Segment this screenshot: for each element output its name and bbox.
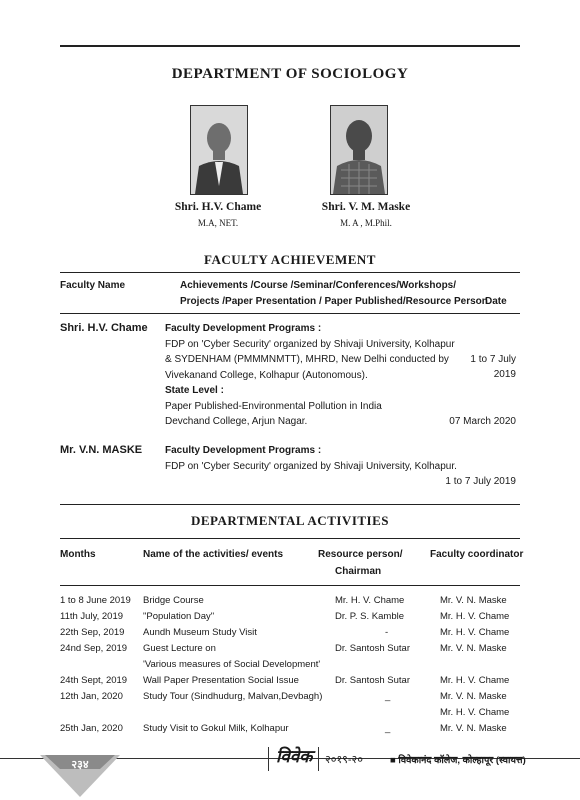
activity-coordinator: Mr. V. N. Maske — [440, 691, 507, 702]
table-row — [0, 643, 580, 659]
table-row — [0, 675, 580, 691]
fdp-heading: Faculty Development Programs : — [165, 323, 322, 334]
activity-resource: _ — [385, 691, 391, 702]
activity-coordinator: Mr. V. N. Maske — [440, 723, 507, 734]
table-rule — [60, 504, 520, 505]
activity-coordinator: Mr. V. N. Maske — [440, 643, 507, 654]
section-heading: DEPARTMENTAL ACTIVITIES — [190, 513, 390, 528]
magazine-logo: विवेक — [276, 747, 313, 766]
person-degree: M.A, NET. — [197, 218, 239, 228]
activity-event: Aundh Museum Study Visit — [143, 627, 257, 638]
state-line: Devchand College, Arjun Nagar. — [165, 416, 308, 427]
activity-month: 24th Sept, 2019 — [60, 675, 128, 686]
footer-year: २०१९-२० — [325, 754, 363, 766]
activity-coordinator: Mr. H. V. Chame — [440, 611, 510, 622]
photo-chame — [190, 105, 248, 195]
achievement-block — [165, 443, 485, 474]
section-heading: FACULTY ACHIEVEMENT — [204, 252, 376, 267]
table-rule — [60, 585, 520, 586]
footer-divider — [268, 747, 269, 771]
activity-resource: Dr. Santosh Sutar — [335, 675, 410, 686]
activity-resource: _ — [385, 723, 391, 734]
activity-month: 11th July, 2019 — [60, 611, 124, 622]
achievement-date: 2019 — [493, 369, 516, 380]
activity-month: 25th Jan, 2020 — [60, 723, 123, 734]
table-row — [0, 659, 580, 675]
photo-maske — [330, 105, 388, 195]
person-name: Shri. V. M. Maske — [321, 201, 411, 213]
activity-resource: - — [385, 627, 389, 638]
fdp-line: & SYDENHAM (PMMMNMTT), MHRD, New Delhi conducted by — [165, 354, 449, 365]
achievement-date: 1 to 7 July — [470, 354, 516, 365]
page-number: २३४ — [71, 759, 89, 771]
activity-event: Study Visit to Gokul Milk, Kolhapur — [143, 723, 289, 734]
activity-month: 22th Sep, 2019 — [60, 627, 125, 638]
fdp-line: FDP on 'Cyber Security' organized by Shivaji University, Kolhapur. — [165, 460, 457, 472]
table-rule — [60, 538, 520, 539]
fdp-line: FDP on 'Cyber Security' organized by Shivaji University, Kolhapur — [165, 338, 455, 350]
activity-coordinator: Mr. H. V. Chame — [440, 627, 510, 638]
col-header-faculty: Faculty Name — [60, 280, 126, 291]
achievement-date: 1 to 7 July 2019 — [445, 476, 516, 487]
activity-resource: Dr. Santosh Sutar — [335, 643, 410, 654]
fdp-line: Vivekanand College, Kolhapur (Autonomous). — [165, 369, 368, 381]
page-title: DEPARTMENT OF SOCIOLOGY — [171, 66, 409, 82]
activity-event: "Population Day" — [143, 611, 215, 622]
faculty-name: Mr. V.N. MASKE — [60, 444, 143, 456]
col-header-achievements: Projects /Paper Presentation / Paper Published/Resource Person — [180, 296, 488, 307]
footer-college: ■ विवेकानंद कॉलेज, कोल्हापूर (स्वायत्त) — [390, 755, 526, 766]
col-header-achievements: Achievements /Course /Seminar/Conferences/Workshops/ — [180, 280, 457, 291]
activity-coordinator: Mr. H. V. Chame — [440, 675, 510, 686]
state-line: Paper Published-Environmental Pollution in India — [165, 400, 382, 412]
footer-divider — [318, 747, 319, 771]
col-header-resource: Chairman — [335, 566, 382, 577]
col-header-date: Date — [485, 296, 507, 307]
activity-month: 12th Jan, 2020 — [60, 691, 123, 702]
activity-coordinator: Mr. H. V. Chame — [440, 707, 510, 718]
col-header-coordinator: Faculty coordinator — [430, 549, 524, 560]
table-rule — [60, 272, 520, 273]
achievement-date: 07 March 2020 — [449, 416, 516, 427]
table-row — [0, 627, 580, 643]
table-rule — [60, 313, 520, 314]
activity-coordinator: Mr. V. N. Maske — [440, 595, 507, 606]
person-name: Shri. H.V. Chame — [174, 201, 262, 213]
top-rule — [60, 45, 520, 47]
activity-resource: Mr. H. V. Chame — [335, 595, 405, 606]
portrait-image — [331, 106, 387, 194]
col-header-activity: Name of the activities/ events — [143, 549, 284, 560]
achievement-block — [165, 321, 465, 430]
portrait-image — [191, 106, 247, 194]
activity-resource: Dr. P. S. Kamble — [335, 611, 404, 622]
fdp-heading: Faculty Development Programs : — [165, 445, 322, 456]
activity-month: 1 to 8 June 2019 — [60, 595, 131, 606]
activity-event: Bridge Course — [143, 595, 204, 606]
activity-event: Study Tour (Sindhudurg, Malvan,Devbagh) — [143, 691, 323, 702]
activity-month: 24nd Sep, 2019 — [60, 643, 128, 654]
activity-event: Guest Lecture on — [143, 643, 216, 654]
table-row — [0, 595, 580, 611]
table-row — [0, 691, 580, 707]
state-level-heading: State Level : — [165, 385, 224, 396]
person-degree: M. A , M.Phil. — [340, 218, 392, 228]
table-row — [0, 611, 580, 627]
faculty-name: Shri. H.V. Chame — [60, 322, 148, 334]
table-row — [0, 707, 580, 723]
activity-event: Wall Paper Presentation Social Issue — [143, 675, 299, 686]
col-header-months: Months — [60, 549, 96, 560]
activity-event: 'Various measures of Social Development' — [143, 659, 321, 670]
col-header-resource: Resource person/ — [318, 549, 403, 560]
